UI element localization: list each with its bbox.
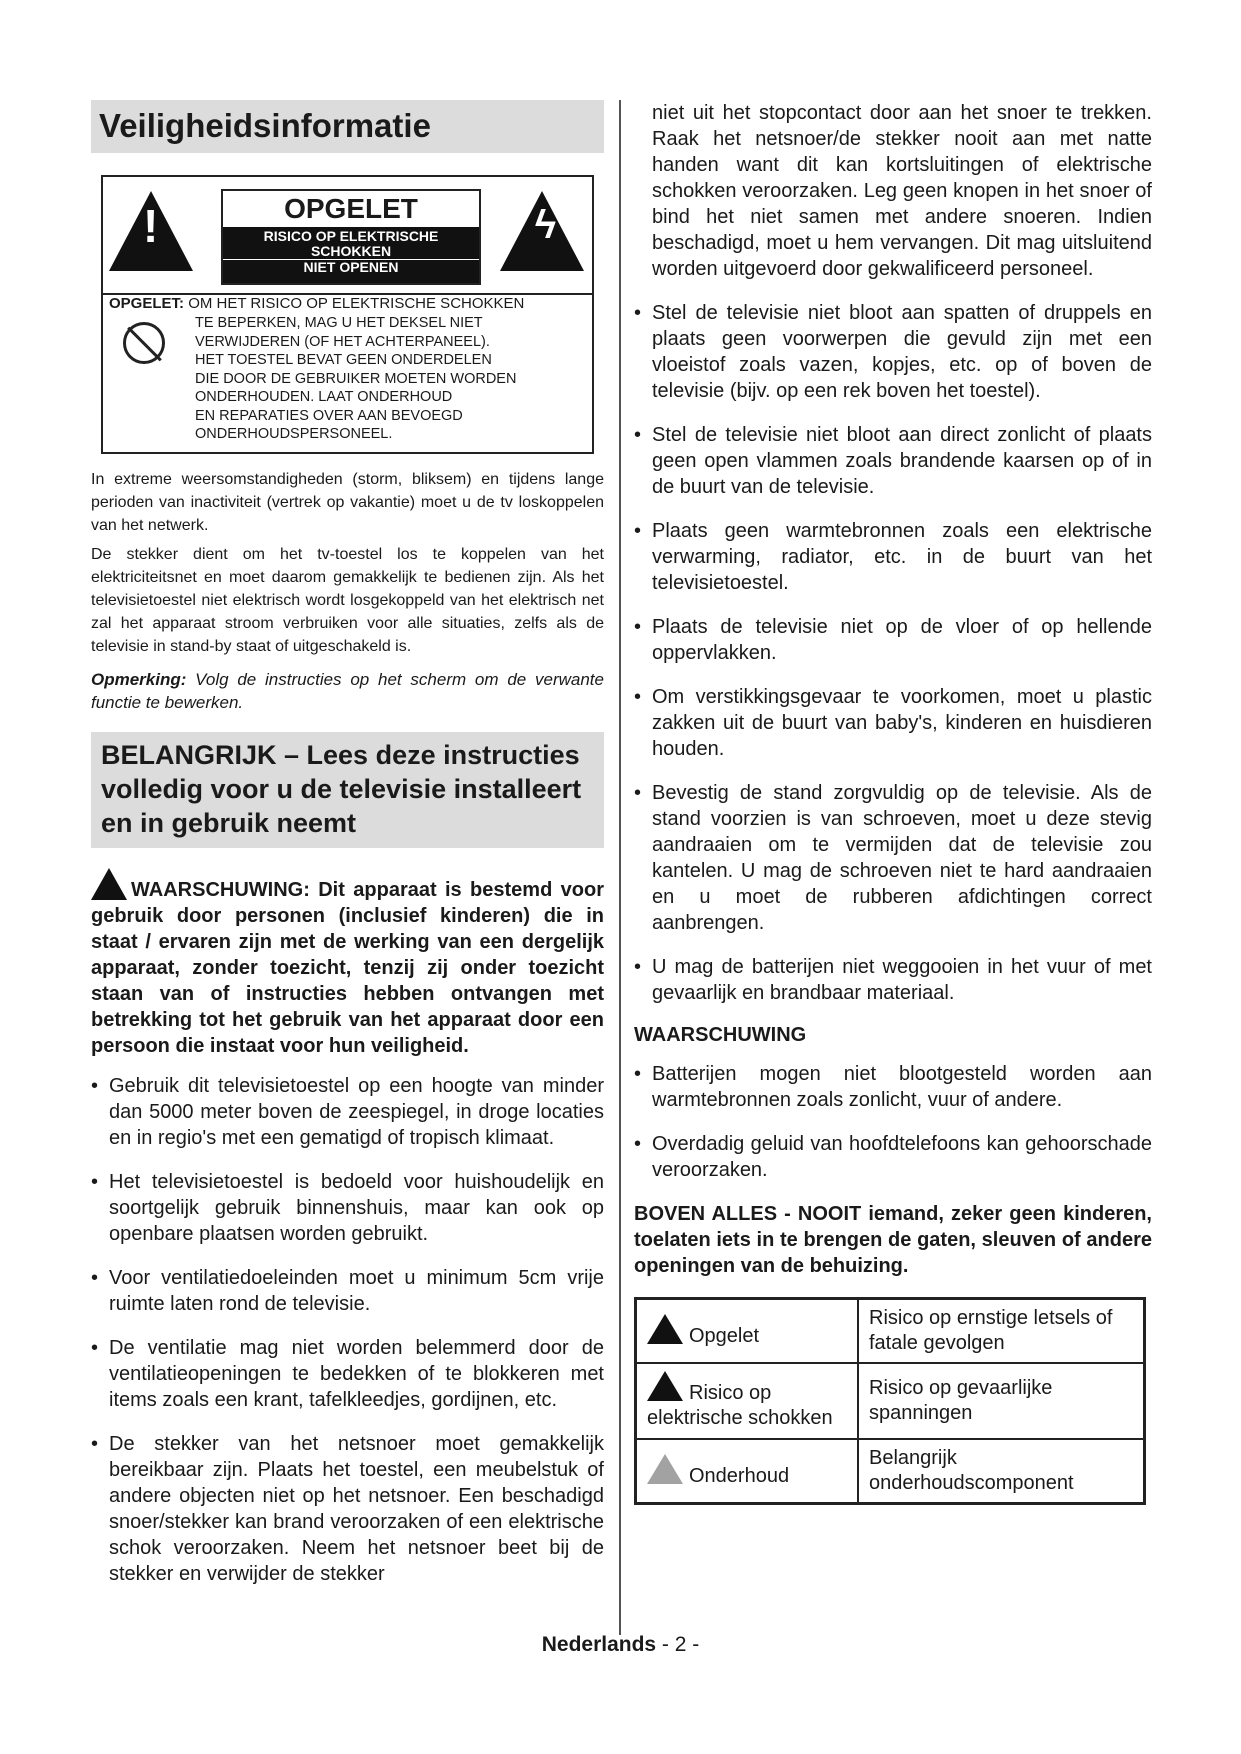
list-item: • Om verstikkingsgevaar te voorkomen, moet u plastic zakken uit de buurt van baby's, kinderen en huisdieren houden. bbox=[634, 684, 1152, 762]
caution-title: OPGELET bbox=[284, 193, 418, 224]
caution-sub-line: SCHOKKEN bbox=[310, 243, 392, 259]
table-row bbox=[636, 1439, 1145, 1504]
warning-text: WAARSCHUWING: Dit apparaat is bestemd voor gebruik door personen (inclusief kinderen) die in staat / ervaren zijn met de werking van een dergelijk apparaat, zonder toezicht, tenzij zij onder toezicht staan van of instructies hebben ontvangen met betrekking tot het gebruik van het apparaat door een persoon die instaat voor hun veiligheid. bbox=[91, 879, 604, 1057]
maintenance-triangle-icon bbox=[647, 1454, 683, 1484]
caution-box bbox=[101, 175, 594, 454]
caution-triangle-icon bbox=[647, 1314, 683, 1344]
footer-language: Nederlands bbox=[541, 1633, 657, 1656]
legend-symbol-cell bbox=[636, 1299, 859, 1364]
symbol-legend-table bbox=[634, 1297, 1146, 1505]
legend-symbol-label: Onderhoud bbox=[689, 1464, 790, 1487]
page-footer bbox=[0, 1633, 1241, 1657]
caution-body-line: ONDERHOUDSPERSONEEL. bbox=[195, 426, 393, 442]
caution-subtitle bbox=[223, 227, 479, 283]
note-label: Opmerking: bbox=[91, 670, 187, 689]
legend-symbol-label: Opgelet bbox=[689, 1324, 760, 1347]
list-item: • Bevestig de stand zorgvuldig op de televisie. Als de stand voorzien is van schroeven, moet u deze stevig aandraaien om te vermijden dat de televisie zou kantelen. U mag de schroeven niet te hard aandraaien en u moet de rubberen afdichtingen correct aanbrengen. bbox=[634, 780, 1152, 936]
warning-paragraph bbox=[91, 868, 604, 1059]
legend-symbol-cell bbox=[636, 1363, 859, 1439]
left-column bbox=[91, 100, 604, 1605]
note-text: Volg de instructies op het scherm om de verwante functie te bewerken. bbox=[91, 670, 604, 712]
caution-body-line: TE BEPERKEN, MAG U HET DEKSEL NIET bbox=[195, 315, 483, 331]
legend-meaning: Belangrijk onderhoudscomponent bbox=[858, 1439, 1145, 1504]
warning-heading: WAARSCHUWING bbox=[634, 1024, 807, 1046]
list-item: • Plaats de televisie niet op de vloer of op hellende oppervlakken. bbox=[634, 614, 1152, 666]
list-item: • Het televisietoestel is bedoeld voor huishoudelijk en soortgelijk gebruik binnenshuis, maar kan ook op openbare plaatsen worden gebruikt. bbox=[91, 1169, 604, 1247]
right-bullet-list bbox=[634, 300, 1152, 1006]
list-item: • De ventilatie mag niet worden belemmerd door de ventilatieopeningen te bedekken of te blokkeren met items zoals een krant, tafelkleedjes, gordijnen, etc. bbox=[91, 1335, 604, 1413]
continuation-paragraph: niet uit het stopcontact door aan het snoer te trekken. Raak het netsnoer/de stekker nooit aan met natte handen want dit kan kortsluitingen of elektrische schokken veroorzaken. Leg geen knopen in het snoer of bind het niet samen met andere snoeren. Indien beschadigd, moet u hem vervangen. Dit mag uitsluitend worden uitgevoerd door gekwalificeerd personeel. bbox=[652, 102, 1152, 280]
caution-sub-line: RISICO OP ELEKTRISCHE bbox=[263, 228, 439, 244]
right-column bbox=[634, 100, 1152, 1505]
table-row bbox=[636, 1363, 1145, 1439]
caution-body bbox=[195, 314, 575, 444]
caution-body-line: DIE DOOR DE GEBRUIKER MOETEN WORDEN bbox=[195, 370, 517, 387]
caution-label-box bbox=[221, 189, 481, 285]
legend-meaning: Risico op gevaarlijke spanningen bbox=[858, 1363, 1145, 1439]
list-item: • U mag de batterijen niet weggooien in het vuur of met gevaarlijk en brandbaar materiaal. bbox=[634, 954, 1152, 1006]
warning-icon bbox=[91, 868, 127, 900]
paragraph: De stekker dient om het tv-toestel los te koppelen van het elektriciteitsnet en moet daarom gemakkelijk te bedienen zijn. Als het televisietoestel niet elektrisch wordt losgekoppeld van het elektrisch net zal het apparaat stroom verbruiken voor alle situaties, zelfs als de televisie in stand-by staat of uitgeschakeld is. bbox=[91, 546, 604, 655]
caution-first-text: OM HET RISICO OP ELEKTRISCHE SCHOKKEN bbox=[188, 295, 525, 312]
intro-paragraphs bbox=[91, 468, 604, 658]
legend-meaning: Risico op ernstige letsels of fatale gevolgen bbox=[858, 1299, 1145, 1364]
caution-label: OPGELET: bbox=[109, 295, 185, 312]
important-heading: BELANGRIJK – Lees deze instructies volledig voor u de televisie installeert en in gebruik neemt bbox=[91, 732, 604, 848]
caution-sub-line: NIET OPENEN bbox=[223, 259, 479, 275]
table-row bbox=[636, 1299, 1145, 1364]
boven-alles-paragraph: BOVEN ALLES - NOOIT iemand, zeker geen kinderen, toelaten iets in te brengen de gaten, sleuven of andere openingen van de behuizing. bbox=[634, 1203, 1152, 1277]
note bbox=[91, 668, 604, 714]
column-divider bbox=[619, 100, 621, 1635]
shock-triangle-icon bbox=[647, 1371, 683, 1401]
no-screwdriver-icon bbox=[123, 322, 165, 364]
left-bullet-list bbox=[91, 1073, 604, 1587]
caution-body-line: ONDERHOUDEN. LAAT ONDERHOUD bbox=[195, 389, 453, 405]
list-item: • Voor ventilatiedoeleinden moet u minimum 5cm vrije ruimte laten rond de televisie. bbox=[91, 1265, 604, 1317]
caution-first-line bbox=[109, 295, 524, 312]
page-title: Veiligheidsinformatie bbox=[91, 100, 604, 153]
list-item: • Plaats geen warmtebronnen zoals een elektrische verwarming, radiator, etc. in de buurt van het televisietoestel. bbox=[634, 518, 1152, 596]
list-item: • Stel de televisie niet bloot aan spatten of druppels en plaats geen voorwerpen die gevuld zijn met een vloeistof zoals vazen, kopjes, etc. op of boven de televisie (bijv. op een rek boven het toestel). bbox=[634, 300, 1152, 404]
legend-symbol-label: Risico op elektrische schokken bbox=[647, 1382, 833, 1429]
page-number: - 2 - bbox=[656, 1633, 700, 1656]
lightning-bolt-icon: ϟ bbox=[534, 203, 556, 247]
paragraph: In extreme weersomstandigheden (storm, bliksem) en tijdens lange perioden van inactiviteit (vertrek op vakantie) moet u de tv loskoppelen van het netwerk. bbox=[91, 471, 604, 534]
caution-body-line: VERWIJDEREN (OF HET ACHTERPANEEL). bbox=[195, 333, 490, 350]
list-item: • Batterijen mogen niet blootgesteld worden aan warmtebronnen zoals zonlicht, vuur of andere. bbox=[634, 1061, 1152, 1113]
caution-body-line: HET TOESTEL BEVAT GEEN ONDERDELEN bbox=[195, 352, 492, 368]
caution-body-line: EN REPARATIES OVER AAN BEVOEGD bbox=[195, 407, 463, 424]
list-item: • Stel de televisie niet bloot aan direct zonlicht of plaats geen open vlammen zoals brandende kaarsen op of in de buurt van de televisie. bbox=[634, 422, 1152, 500]
exclamation-icon: ! bbox=[143, 200, 159, 252]
list-item: • Overdadig geluid van hoofdtelefoons kan gehoorschade veroorzaken. bbox=[634, 1131, 1152, 1183]
list-item: • Gebruik dit televisietoestel op een hoogte van minder dan 5000 meter boven de zeespiegel, in droge locaties en in regio's met een gematigd of tropisch klimaat. bbox=[91, 1073, 604, 1151]
warning-bullet-list bbox=[634, 1061, 1152, 1183]
list-item: • De stekker van het netsnoer moet gemakkelijk bereikbaar zijn. Plaats het toestel, een meubelstuk of andere objecten niet op het netsnoer. Een beschadigd snoer/stekker kan brand veroorzaken of een elektrische schok veroorzaken. Neem het netsnoer beet bij de stekker en verwijder de stekker bbox=[91, 1431, 604, 1587]
legend-symbol-cell bbox=[636, 1439, 859, 1504]
